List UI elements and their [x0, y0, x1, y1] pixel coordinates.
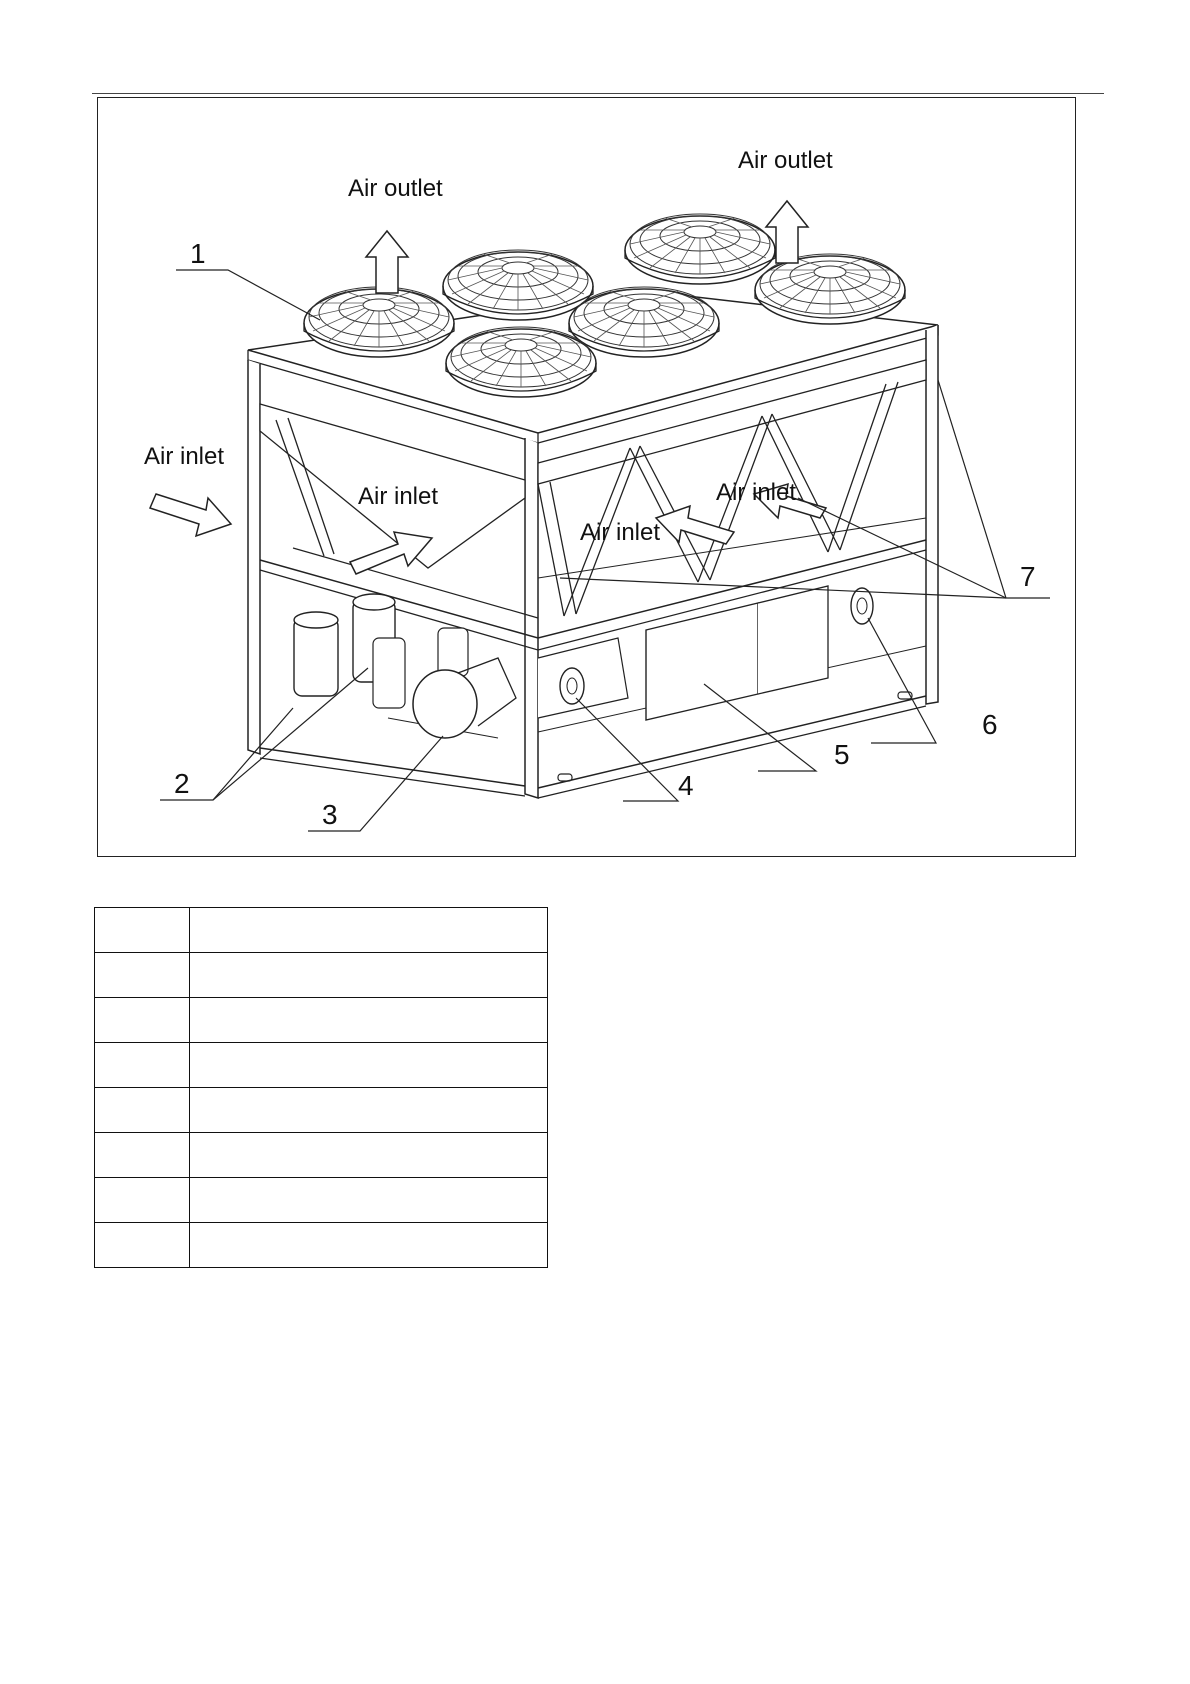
table-row: [95, 1088, 548, 1133]
chiller-diagram: [98, 98, 1077, 858]
callout-1: 1: [190, 238, 206, 269]
air-inlet-label-side: Air inlet: [144, 443, 225, 470]
fan-icon: [569, 287, 719, 357]
frame-post-right: [926, 325, 938, 704]
air-inlet-arrow-icon: [150, 494, 231, 536]
table-cell-description: [190, 908, 548, 953]
fan-icon: [446, 327, 596, 397]
callout-7: 7: [1020, 561, 1036, 592]
air-outlet-label-right: Air outlet: [738, 147, 833, 174]
table-cell-description: [190, 1223, 548, 1268]
callout-5: 5: [834, 739, 850, 770]
callout-4: 4: [678, 770, 694, 801]
callout-3: 3: [322, 799, 338, 830]
table-row: [95, 1133, 548, 1178]
table-row: [95, 908, 548, 953]
liquid-receiver-icon: [413, 658, 516, 738]
air-outlet-label-left: Air outlet: [348, 175, 443, 202]
fan-icon: [443, 250, 593, 320]
table-row: [95, 953, 548, 998]
table-cell-description: [190, 998, 548, 1043]
table-cell-number: [95, 953, 190, 998]
fan-icon: [304, 287, 454, 357]
frame-post-left: [248, 360, 260, 754]
fan-icon: [625, 214, 775, 284]
table-cell-description: [190, 1178, 548, 1223]
air-outlet-arrow-icon: [366, 231, 408, 293]
table-cell-description: [190, 1133, 548, 1178]
table-row: [95, 1223, 548, 1268]
table-cell-number: [95, 1088, 190, 1133]
table-cell-description: [190, 953, 548, 998]
table-row: [95, 1178, 548, 1223]
table-cell-number: [95, 1043, 190, 1088]
table-row: [95, 1043, 548, 1088]
table-cell-number: [95, 908, 190, 953]
table-cell-number: [95, 998, 190, 1043]
chiller-diagram-frame: [97, 97, 1076, 857]
air-inlet-arrow-icon: [656, 506, 734, 544]
table-cell-number: [95, 1133, 190, 1178]
water-outlet-flange-icon: [851, 588, 873, 624]
parts-table: [94, 907, 548, 1268]
fan-icon: [755, 254, 905, 324]
air-inlet-label-right: Air inlet: [716, 479, 797, 506]
callout-2: 2: [174, 768, 190, 799]
table-cell-number: [95, 1178, 190, 1223]
callout-6: 6: [982, 709, 998, 740]
evaporator-icon: [646, 586, 828, 720]
table-row: [95, 998, 548, 1043]
air-inlet-label-front: Air inlet: [358, 483, 439, 510]
table-cell-description: [190, 1043, 548, 1088]
table-cell-number: [95, 1223, 190, 1268]
table-cell-description: [190, 1088, 548, 1133]
header-rule: [92, 93, 1104, 94]
air-inlet-label-center: Air inlet: [580, 519, 661, 546]
water-inlet-flange-icon: [538, 638, 628, 718]
